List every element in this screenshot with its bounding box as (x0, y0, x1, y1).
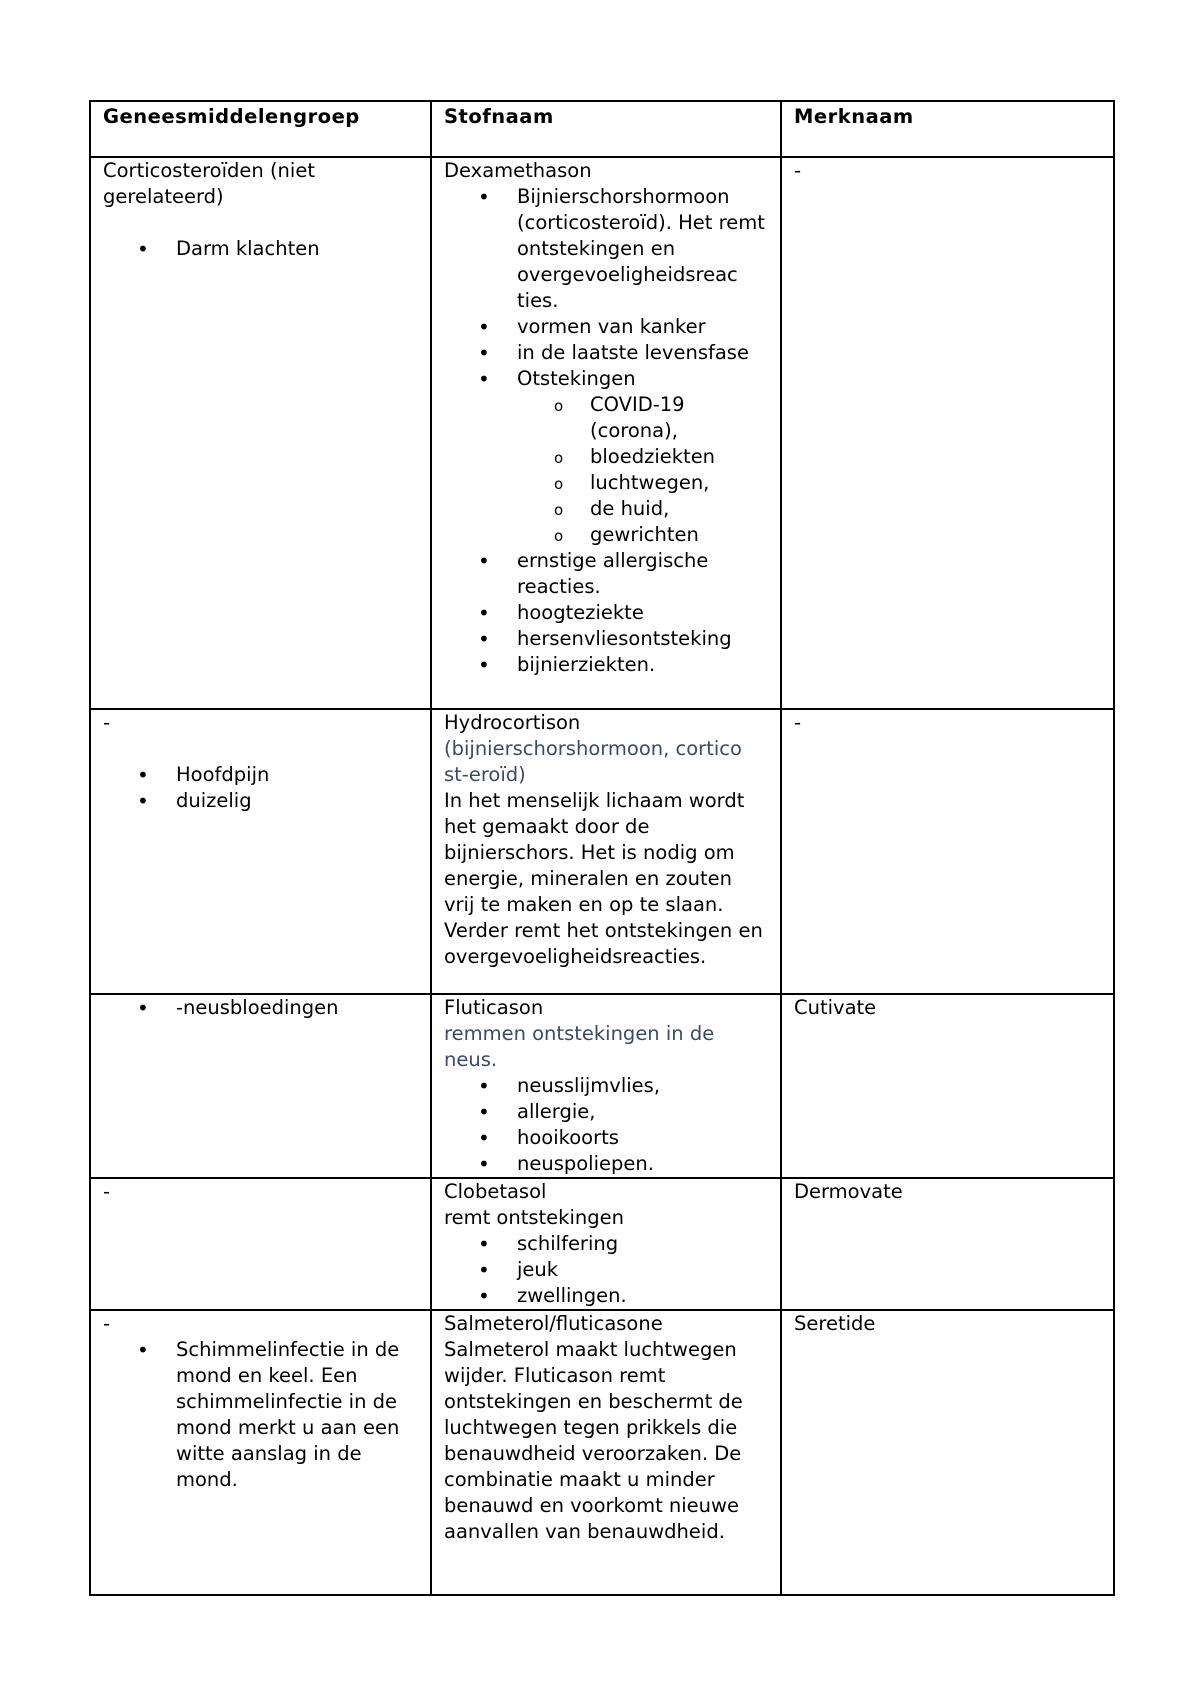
substance-cell (431, 1310, 781, 1595)
list-item: o luchtwegen, (444, 470, 768, 496)
substance-note: remmen ontstekingen in de neus. (444, 1022, 715, 1071)
group-cell (90, 709, 431, 994)
brand-cell: - (781, 709, 1114, 994)
medication-table (89, 100, 1115, 1596)
table-row (90, 994, 1114, 1178)
list-item: • jeuk (444, 1257, 768, 1283)
group-dash: - (103, 1312, 111, 1335)
list-item: • neusslijmvlies, (444, 1073, 768, 1099)
list-item: • in de laatste levensfase (444, 340, 768, 366)
header-geneesmiddelengroep: Geneesmiddelengroep (90, 101, 431, 157)
brand-cell: - (781, 157, 1114, 709)
substance-cell (431, 709, 781, 994)
brand-cell: Cutivate (781, 994, 1114, 1178)
group-bullet-list (103, 236, 418, 262)
table-row (90, 1178, 1114, 1310)
substance-name: Clobetasol (444, 1180, 547, 1203)
group-text: Corticosteroïden (niet (103, 159, 315, 182)
list-item: • Bijnierschorshormoon (corticosteroïd). Het remt ontstekingen en overgevoeligheidsreac ties. (444, 184, 768, 314)
table-row (90, 709, 1114, 994)
group-dash: - (103, 1180, 111, 1203)
list-item: • Otstekingen (444, 366, 768, 392)
substance-bullet-list (444, 184, 768, 392)
substance-name: Hydrocortison (444, 711, 581, 734)
list-item: • bijnierziekten. (444, 652, 768, 678)
substance-bullet-list (444, 1073, 768, 1177)
substance-note: (bijnierschorshormoon, cortico st-eroïd) (444, 737, 742, 786)
list-item: • zwellingen. (444, 1283, 768, 1309)
list-item: • ernstige allergische reacties. (444, 548, 768, 600)
substance-name: Salmeterol/fluticasone (444, 1312, 663, 1335)
header-stofnaam: Stofnaam (431, 101, 781, 157)
substance-name: Fluticason (444, 996, 544, 1019)
list-item: • hersenvliesontsteking (444, 626, 768, 652)
list-item: • hoogteziekte (444, 600, 768, 626)
group-cell (90, 994, 431, 1178)
group-bullet-list (103, 1337, 418, 1493)
group-bullet-list (103, 762, 418, 814)
list-item: • Darm klachten (103, 236, 418, 262)
header-merknaam: Merknaam (781, 101, 1114, 157)
list-item: • hooikoorts (444, 1125, 768, 1151)
list-item: o de huid, (444, 496, 768, 522)
substance-bullet-list-2 (444, 548, 768, 678)
brand-cell: Dermovate (781, 1178, 1114, 1310)
list-item: • neuspoliepen. (444, 1151, 768, 1177)
table-row (90, 157, 1114, 709)
list-item: • vormen van kanker (444, 314, 768, 340)
substance-cell (431, 1178, 781, 1310)
group-cell (90, 1310, 431, 1595)
group-bullet-list (103, 995, 418, 1021)
substance-description: Salmeterol maakt luchtwegen wijder. Fluticason remt ontstekingen en beschermt de luchtwegen tegen prikkels die benauwdheid veroorzaken. De combinatie maakt u minder benauwd en voorkomt nieuwe aanvallen van benauwdheid. (444, 1338, 743, 1543)
list-item: • duizelig (103, 788, 418, 814)
group-dash: - (103, 711, 111, 734)
substance-cell (431, 994, 781, 1178)
brand-cell: Seretide (781, 1310, 1114, 1595)
substance-cell (431, 157, 781, 709)
substance-bullet-list (444, 1231, 768, 1309)
table-header-row (90, 101, 1114, 157)
list-item: • Hoofdpijn (103, 762, 418, 788)
list-item: o gewrichten (444, 522, 768, 548)
substance-sub-list (444, 392, 768, 548)
list-item: • schilfering (444, 1231, 768, 1257)
substance-name: Dexamethason (444, 159, 592, 182)
group-text: gerelateerd) (103, 185, 224, 208)
table-row (90, 1310, 1114, 1595)
list-item: o bloedziekten (444, 444, 768, 470)
substance-description: In het menselijk lichaam wordt het gemaakt door de bijnierschors. Het is nodig om energie, mineralen en zouten vrij te maken en op te slaan. Verder remt het ontstekingen en overgevoeligheidsreacties. (444, 789, 763, 968)
list-item: • allergie, (444, 1099, 768, 1125)
group-cell (90, 157, 431, 709)
list-item: • Schimmelinfectie in de mond en keel. Een schimmelinfectie in de mond merkt u aan een witte aanslag in de mond. (103, 1337, 418, 1493)
list-item: • -neusbloedingen (103, 995, 418, 1021)
list-item: o COVID-19 (corona), (444, 392, 768, 444)
substance-description: remt ontstekingen (444, 1206, 624, 1229)
group-cell (90, 1178, 431, 1310)
